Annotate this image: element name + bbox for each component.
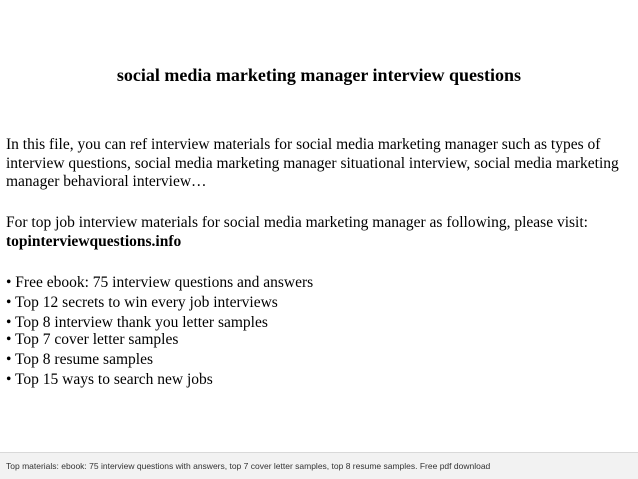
list-item: • Top 7 cover letter samples: [6, 331, 179, 348]
cta-paragraph: [6, 214, 634, 251]
list-item: • Free ebook: 75 interview questions and answers: [6, 274, 314, 291]
list-item: • Top 8 resume samples: [6, 351, 153, 368]
materials-list: [6, 273, 634, 390]
intro-paragraph: In this file, you can ref interview materials for social media marketing manager such as types of interview questions, social media marketing manager situational interview, social media marketing manager behavioral interview…: [6, 136, 619, 190]
site-link[interactable]: topinterviewquestions.info: [6, 232, 182, 250]
cta-text: For top job interview materials for social media marketing manager as following, please visit:: [6, 214, 588, 231]
list-item: • Top 15 ways to search new jobs: [6, 371, 213, 388]
footer-text: Top materials: ebook: 75 interview questions with answers, top 7 cover letter samples, top 8 resume samples. Free pdf download: [6, 461, 491, 471]
footer-bar: [0, 452, 638, 479]
list-item: • Top 8 interview thank you letter samples: [6, 314, 268, 331]
slide-title: social media marketing manager interview questions: [116, 65, 522, 85]
list-item: • Top 12 secrets to win every job interviews: [6, 294, 278, 311]
